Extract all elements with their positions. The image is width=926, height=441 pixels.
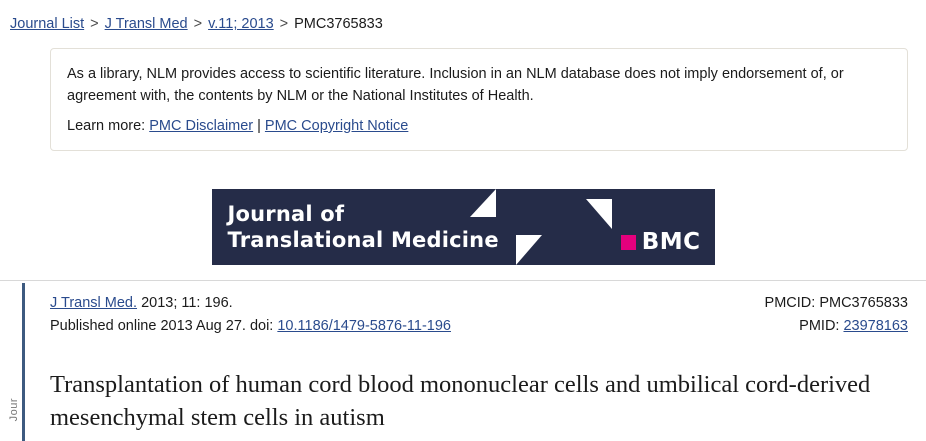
- triangle-decoration-icon: [470, 189, 496, 217]
- pmid-label: PMID:: [799, 318, 840, 335]
- citation-volume-pages: 2013; 11: 196.: [141, 295, 233, 311]
- pmcid-value: PMC3765833: [819, 295, 908, 311]
- article-identifiers: [765, 292, 908, 338]
- doi-link[interactable]: 10.1186/1479-5876-11-196: [277, 318, 451, 335]
- journal-banner[interactable]: [212, 189, 715, 265]
- pmcid-label: PMCID:: [764, 295, 816, 311]
- citation-line-2: [50, 315, 451, 338]
- citation-line-1: [50, 292, 451, 315]
- disclaimer-text: As a library, NLM provides access to scientific literature. Inclusion in an NLM database does not imply endorsement of, or agreement with, the contents by NLM or the National Institutes of Health.: [67, 66, 844, 105]
- pmid-link[interactable]: 23978163: [843, 318, 908, 335]
- pmc-copyright-notice-link[interactable]: PMC Copyright Notice: [264, 117, 409, 134]
- article-accent-bar: [22, 283, 25, 441]
- published-online-label: Published online 2013 Aug 27. doi:: [50, 318, 274, 335]
- section-divider: [0, 280, 926, 281]
- breadcrumb: [10, 16, 383, 32]
- triangle-decoration-icon: [586, 199, 612, 229]
- bmc-logo-text: BMC: [641, 229, 701, 255]
- link-separator: |: [257, 117, 261, 134]
- journal-title-line2: Translational Medicine: [227, 228, 499, 253]
- breadcrumb-item-volume[interactable]: v.11; 2013: [208, 16, 274, 32]
- bmc-logo: [621, 229, 701, 255]
- pmcid-row: [765, 292, 908, 315]
- breadcrumb-item-journal-list[interactable]: Journal List: [10, 16, 85, 32]
- breadcrumb-item-current: PMC3765833: [294, 16, 383, 32]
- breadcrumb-item-j-transl-med[interactable]: J Transl Med: [104, 16, 188, 32]
- breadcrumb-separator: >: [90, 16, 99, 32]
- triangle-decoration-icon: [516, 235, 542, 265]
- pmc-disclaimer-link[interactable]: PMC Disclaimer: [149, 117, 254, 134]
- side-vertical-label: Jour: [8, 398, 20, 422]
- disclaimer-links-row: [67, 118, 891, 134]
- pmid-row: [765, 315, 908, 338]
- bmc-square-icon: [621, 235, 636, 250]
- journal-banner-title: [228, 201, 499, 253]
- journal-abbrev-link[interactable]: J Transl Med.: [50, 295, 138, 311]
- journal-title-line1: Journal of: [227, 202, 345, 226]
- breadcrumb-separator: >: [193, 16, 203, 32]
- article-citation: [50, 292, 451, 338]
- nlm-disclaimer-box: [50, 48, 908, 151]
- journal-banner-container: [0, 189, 926, 265]
- breadcrumb-separator: >: [279, 16, 289, 32]
- page-title: Transplantation of human cord blood mononuclear cells and umbilical cord-derived mesenchymal stem cells in autism: [50, 371, 871, 432]
- learn-more-label: Learn more:: [67, 117, 146, 134]
